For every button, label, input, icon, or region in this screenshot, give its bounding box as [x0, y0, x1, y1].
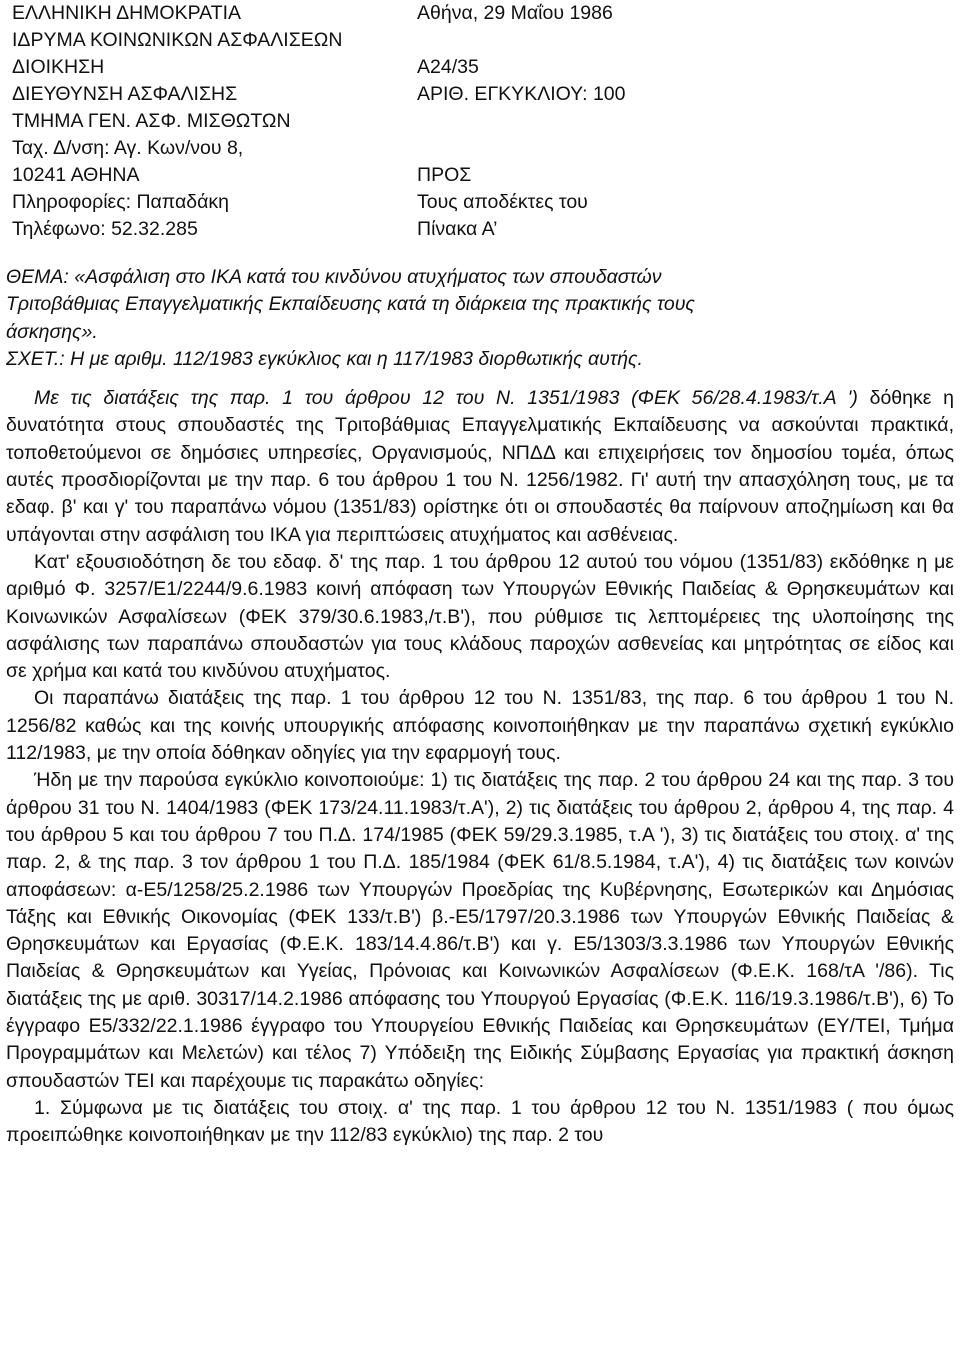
subject-block: [6, 264, 954, 346]
header-recipients-line2: Πίνακα Α’: [417, 218, 498, 240]
header-date: Αθήνα, 29 Μαΐου 1986: [417, 2, 613, 24]
subject-line-2: Τριτοβάθμιας Επαγγελματικής Εκπαίδευσης κατά τη διάρκεια της πρακτικής τους: [6, 293, 695, 316]
paragraph-5-item-1: 1. Σύμφωνα με τις διατάξεις του στοιχ. α' της παρ. 1 του άρθρου 12 του Ν. 1351/1983 ( που όμως προειπώθηκε κοινοποιήθηκαν με την 112/83 εγκύκλιο) της παρ. 2 του: [6, 1096, 954, 1147]
header-circular-number: ΑΡΙΘ. ΕΓΚΥΚΛΙΟΥ: 100: [417, 83, 626, 105]
related-reference: ΣΧΕΤ.: Η με αριθμ. 112/1983 εγκύκλιος και η 117/1983 διορθωτικής αυτής.: [6, 347, 643, 370]
header-address: Ταχ. Δ/νση: Αγ. Κων/νου 8,: [12, 137, 244, 159]
document-body: [6, 264, 954, 1150]
header-ref-code: Α24/35: [417, 56, 479, 78]
header-phone: Τηλέφωνο: 52.32.285: [12, 218, 198, 240]
letterhead: [6, 0, 954, 247]
paragraph-4: Ήδη με την παρούσα εγκύκλιο κοινοποιούμε: 1) τις διατάξεις της παρ. 2 του άρθρου 24 και της παρ. 3 του άρθρου 31 του Ν. 1404/1983 (ΦΕΚ 173/24.11.1983/τ.Α'), 2) τις διατάξεις του άρθρου 2, άρθρου 4, της παρ. 4 του άρθρου 5 και του άρθρου 7 του Π.Δ. 174/1985 (ΦΕΚ 59/29.3.1985, τ.Α '), 3) τις διατάξεις του στοιχ. α' της παρ. 2, & της παρ. 3 τον άρθρου 1 του Π.Δ. 185/1984 (ΦΕΚ 61/8.5.1984, τ.Α'), 4) τις διατάξεις των κοινών αποφάσεων: α-Ε5/1258/25.2.1986 των Υπουργών Προεδρίας της Κυβέρνησης, Εσωτερικών και Δημόσιας Τάξης και Εθνικής Οικονομίας (ΦΕΚ 133/τ.Β') β.-Ε5/1797/20.3.1986 των Υπουργών Εθνικής Παιδείας & Θρησκευμάτων και Εργασίας (Φ.Ε.Κ. 183/14.4.86/τ.Β') και γ. Ε5/1303/3.3.1986 των Υπουργών Εθνικής Παιδείας & Θρησκευμάτων και Υγείας, Πρόνοιας και Κοινωνικών Ασφαλίσεων (Φ.Ε.Κ. 168/τΑ '/86). Τις διατάξεις της με αριθ. 30317/14.2.1986 απόφασης του Υπουργού Εργασίας (Φ.Ε.Κ. 116/19.3.1986/τ.Β'), 6) Το έγγραφο Ε5/332/22.1.1986 έγγραφο του Υπουργείου Εθνικής Παιδείας και Θρησκευμάτων (ΕΥ/ΤΕΙ, Τμήμα Προγραμμάτων και Μελετών) και τέλος 7) Υπόδειξη της Ειδικής Σύμβασης Εργασίας για πρακτική άσκηση σπουδαστών ΤΕΙ και παρέχουμε τις παρακάτω οδηγίες:: [6, 769, 954, 1092]
header-postcode-city: 10241 ΑΘΗΝΑ: [12, 164, 140, 186]
header-to-label: ΠΡΟΣ: [417, 164, 472, 186]
subject-line-3: άσκησης».: [6, 320, 98, 343]
header-recipients-line1: Τους αποδέκτες του: [417, 191, 588, 213]
paragraph-1-rest: δόθηκε η δυνατότητα στους σπουδαστές της Τριτοβάθμιας Επαγγελματικής Εκπαίδευσης να ασκούνται πρακτικά, τοποθετούμενοι σε δημόσιες υπηρεσίες, Οργανισμούς, ΝΠΔΔ και επιχειρήσεις τον δημοσίου τομέα, όπως αυτές προσδιορίζονται με την παρ. 6 του άρθρου 1 του Ν. 1256/1982. Γι' αυτή την απασχόληση τους, με τα εδαφ. β' και γ' του παραπάνω νόμου (1351/83) ορίστηκε ότι οι σπουδαστές θα παίρνουν αποζημίωση και θα υπάγονται στην ασφάλιση του ΙΚΑ για περιπτώσεις ατυχήματος και ασθένειας.: [6, 387, 954, 546]
paragraph-1-first-line: Με τις διατάξεις της παρ. 1 του άρθρου 12 του Ν. 1351/1983 (ΦΕΚ 56/28.4.1983/τ.Α '): [34, 387, 858, 410]
header-administration: ΔΙΟΙΚΗΣΗ: [12, 56, 105, 78]
subject-line-1: ΘΕΜΑ: «Ασφάλιση στο ΙΚΑ κατά του κινδύνου ατυχήματος των σπουδαστών: [6, 266, 662, 288]
header-department: ΤΜΗΜΑ ΓΕΝ. ΑΣΦ. ΜΙΣΘΩΤΩΝ: [12, 110, 291, 132]
paragraph-1-intro: [6, 385, 954, 549]
header-republic: ΕΛΛΗΝΙΚΗ ΔΗΜΟΚΡΑΤΙΑ: [12, 2, 242, 24]
paragraph-2: Κατ' εξουσιοδότηση δε του εδαφ. δ' της παρ. 1 του άρθρου 12 αυτού του νόμου (1351/83) εκδόθηκε η με αριθμό Φ. 3257/Ε1/2244/9.6.1983 κοινή απόφαση των Υπουργών Εθνικής Παιδείας & Θρησκευμάτων και Κοινωνικών Ασφαλίσεων (ΦΕΚ 379/30.6.1983,/τ.Β'), που ρύθμισε τις λεπτομέρειες της υλοποίησης της ασφάλισης των παραπάνω σπουδαστών για τους κλάδους παροχών ασθενείας και μητρότητας σε είδος και σε χρήμα και κατά του κινδύνου ατυχήματος.: [6, 550, 954, 683]
header-directorate: ΔΙΕΥΘΥΝΣΗ ΑΣΦΑΛΙΣΗΣ: [12, 83, 238, 105]
paragraph-3: Οι παραπάνω διατάξεις της παρ. 1 του άρθρου 12 του Ν. 1351/83, της παρ. 6 του άρθρου 1 του Ν. 1256/82 καθώς και της κοινής υπουργικής απόφασης κοινοποιήθηκαν με την παραπάνω σχετική εγκύκλιο 112/1983, με την οποία δόθηκαν οδηγίες για την εφαρμογή τους.: [6, 687, 954, 765]
header-information: Πληροφορίες: Παπαδάκη: [12, 191, 229, 213]
header-institution: ΙΔΡΥΜΑ ΚΟΙΝΩΝΙΚΩΝ ΑΣΦΑΛΙΣΕΩΝ: [12, 29, 343, 51]
